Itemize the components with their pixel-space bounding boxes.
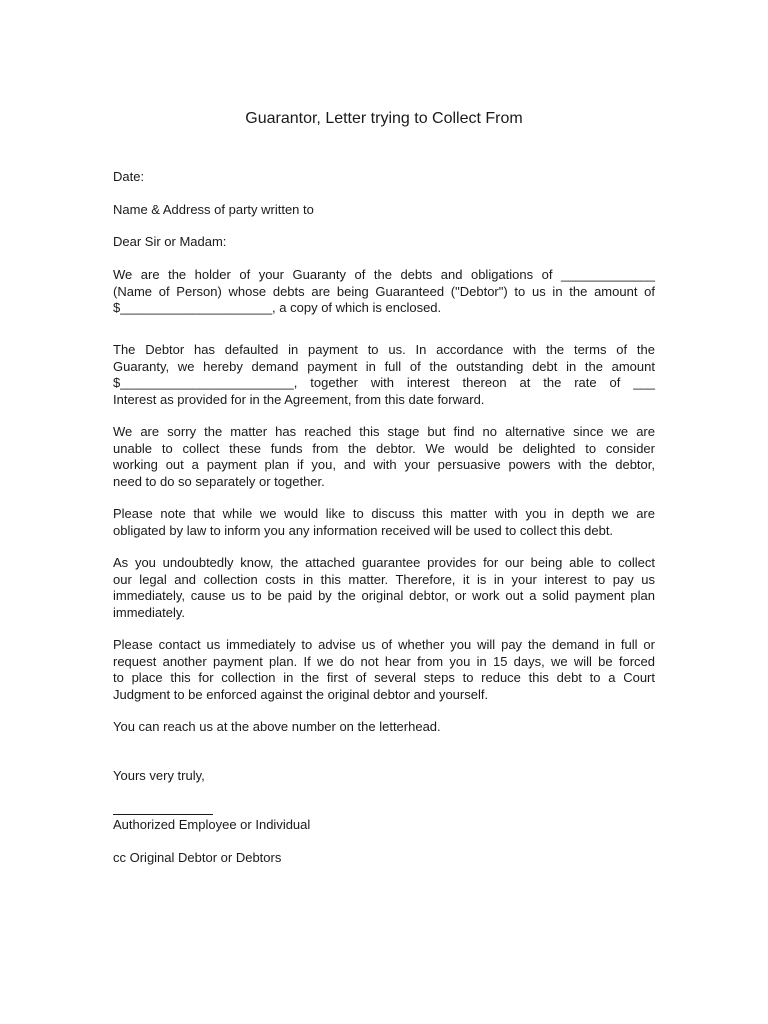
paragraph-line: Please note that while we would like to discuss this matter with you in depth we are: [113, 506, 655, 521]
signatory: Authorized Employee or Individual: [113, 817, 311, 832]
signature-line: [113, 814, 213, 815]
paragraph-line: our legal and collection costs in this matter. Therefore, it is in your interest to pay us: [113, 571, 655, 587]
document-title: Guarantor, Letter trying to Collect From: [245, 110, 523, 127]
paragraph-line: Judgment to be enforced against the original debtor and yourself.: [113, 686, 489, 702]
paragraph-line: request another payment plan. If we do not hear from you in 15 days, we will be forced: [113, 653, 655, 669]
paragraph-default-demand: [113, 342, 655, 408]
paragraph-line: Guaranty, we hereby demand payment in full of the outstanding debt in the amount: [113, 358, 655, 374]
paragraph-line: immediately, cause us to be paid by the original debtor, or work out a solid payment plan: [113, 588, 655, 603]
paragraph-line: We are sorry the matter has reached this stage but find no alternative since we are: [113, 424, 655, 439]
paragraph-line: The Debtor has defaulted in payment to us. In accordance with the terms of the: [113, 342, 655, 357]
paragraph-line: unable to collect these funds from the debtor. We would be delighted to consider: [113, 440, 655, 456]
paragraph-line: $_____________________, a copy of which is enclosed.: [113, 300, 442, 315]
closing: Yours very truly,: [113, 768, 205, 783]
salutation: Dear Sir or Madam:: [113, 234, 227, 249]
contact-line: You can reach us at the above number on the letterhead.: [113, 719, 441, 734]
paragraph-collection-costs: [113, 555, 655, 621]
paragraph-legal-notice: [113, 506, 655, 539]
paragraph-line: to place this for collection in the first of several steps to reduce this debt to a Court: [113, 670, 655, 685]
paragraph-contact-deadline: [113, 637, 655, 703]
paragraph-line: obligated by law to inform you any information received will be used to collect this debt.: [113, 522, 614, 538]
paragraph-line: Interest as provided for in the Agreement, from this date forward.: [113, 391, 485, 407]
paragraph-line: need to do so separately or together.: [113, 473, 325, 489]
paragraph-payment-plan: [113, 424, 655, 490]
paragraph-line: working out a payment plan if you, and with your persuasive powers with the debtor,: [113, 457, 655, 472]
paragraph-line: $________________________, together with interest thereon at the rate of ___: [113, 375, 655, 390]
paragraph-guaranty-holder: [113, 267, 655, 317]
paragraph-line: We are the holder of your Guaranty of the debts and obligations of _____________: [113, 267, 655, 282]
date-label: Date:: [113, 169, 145, 184]
paragraph-line: Please contact us immediately to advise us of whether you will pay the demand in full or: [113, 637, 655, 652]
paragraph-line: immediately.: [113, 604, 186, 620]
addressee-line: Name & Address of party written to: [113, 202, 314, 217]
paragraph-line: As you undoubtedly know, the attached guarantee provides for our being able to collect: [113, 555, 655, 570]
paragraph-line: (Name of Person) whose debts are being Guaranteed ("Debtor") to us in the amount of: [113, 283, 655, 299]
cc-line: cc Original Debtor or Debtors: [113, 850, 282, 865]
